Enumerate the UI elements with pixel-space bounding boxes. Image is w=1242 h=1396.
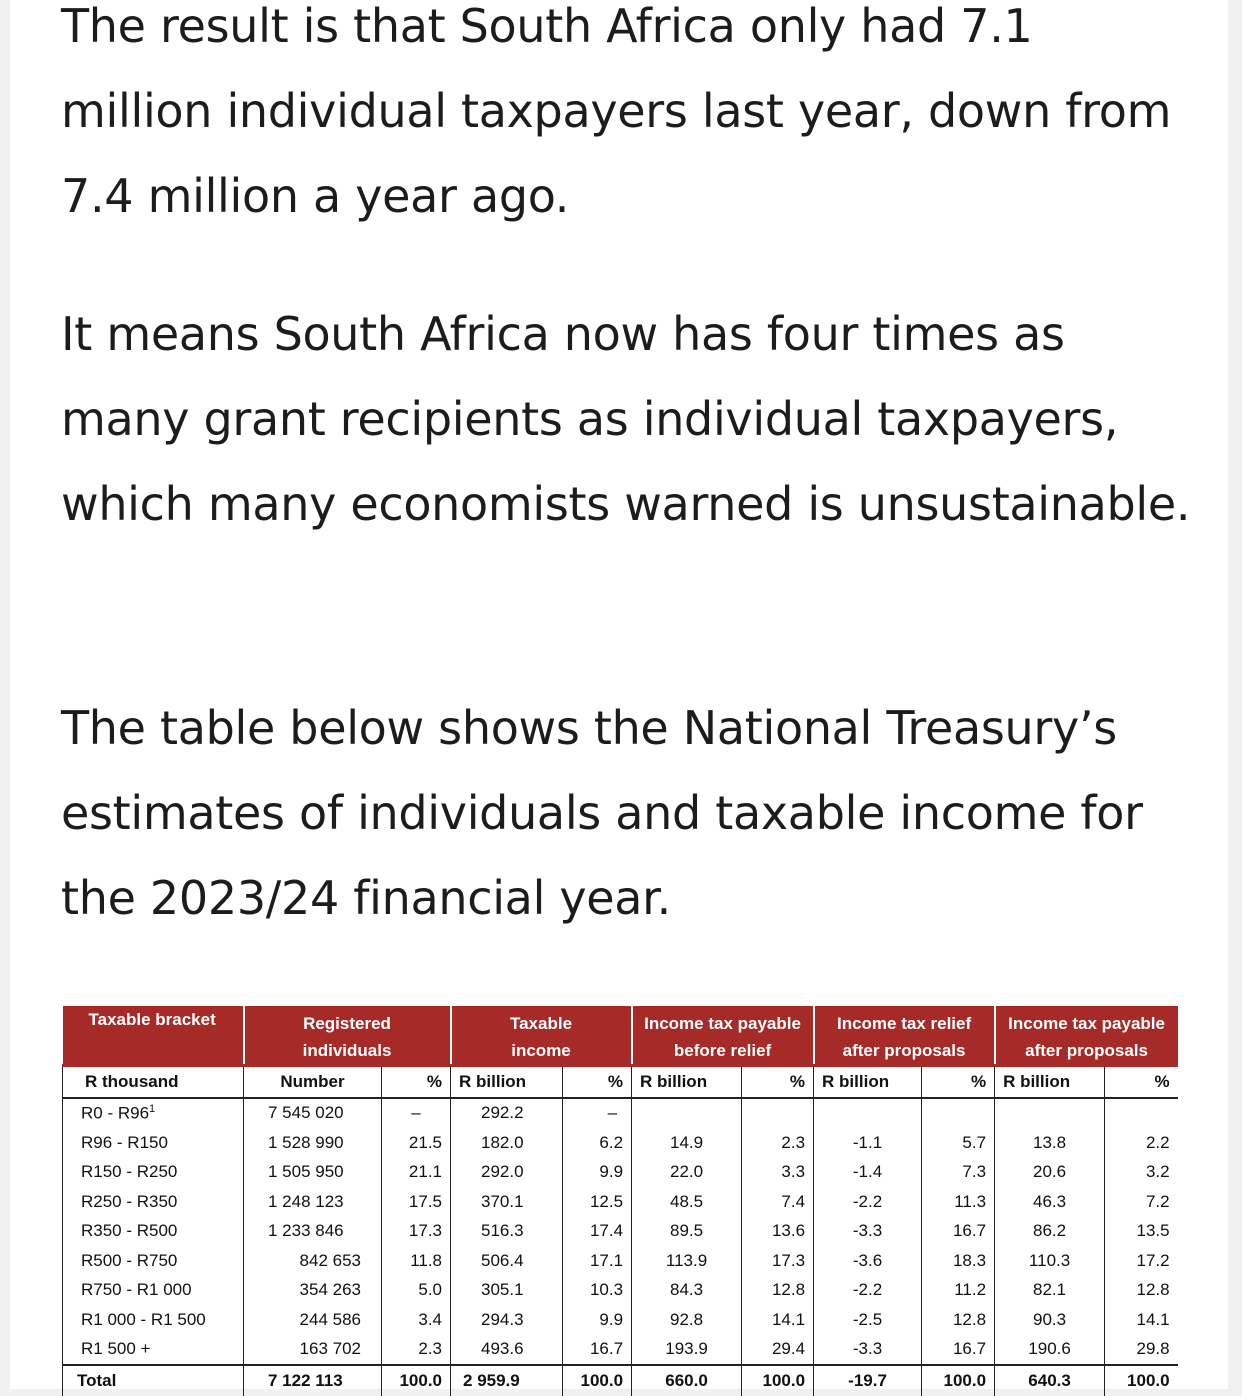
income-cell: 182.0 (451, 1128, 563, 1158)
after-pct-cell: 13.5 (1105, 1217, 1178, 1247)
table-row (63, 1128, 1178, 1158)
before-cell: 14.9 (632, 1128, 742, 1158)
after-pct-cell: 14.1 (1105, 1305, 1178, 1335)
after-cell: 86.2 (995, 1217, 1105, 1247)
header-tax-relief-after-proposals: Income tax relief after proposals (814, 1006, 995, 1066)
total-income: 2 959.9 (451, 1365, 563, 1396)
header-tax-payable-before-relief: Income tax payable before relief (632, 1006, 814, 1066)
relief-pct-cell: 16.7 (922, 1217, 995, 1247)
after-pct-cell: 17.2 (1105, 1246, 1178, 1276)
total-number: 7 122 113 (244, 1365, 382, 1396)
total-before-pct: 100.0 (742, 1365, 814, 1396)
relief-pct-cell: 5.7 (922, 1128, 995, 1158)
relief-pct-cell: 11.2 (922, 1276, 995, 1306)
after-cell: 190.6 (995, 1335, 1105, 1366)
header-taxable-income: Taxable income (451, 1006, 632, 1066)
relief-cell: -3.6 (814, 1246, 922, 1276)
number-pct-cell: 5.0 (382, 1276, 451, 1306)
before-cell: 89.5 (632, 1217, 742, 1247)
article-paragraph: The result is that South Africa only had 7.1 million individual taxpayers last year, down from 7.4 million a year ago. (61, 0, 1172, 223)
after-pct-cell: 29.8 (1105, 1335, 1178, 1366)
header-taxable-bracket: Taxable bracket (63, 1006, 244, 1066)
number-pct-cell: 21.1 (382, 1158, 451, 1188)
before-cell: 113.9 (632, 1246, 742, 1276)
table-row (63, 1158, 1178, 1188)
header-registered-individuals: Registered individuals (244, 1006, 451, 1066)
total-relief: -19.7 (814, 1365, 922, 1396)
relief-cell: -1.1 (814, 1128, 922, 1158)
bracket-cell: R750 - R1 000 (63, 1276, 244, 1306)
total-relief-pct: 100.0 (922, 1365, 995, 1396)
bracket-cell: R96 - R150 (63, 1128, 244, 1158)
before-cell: 92.8 (632, 1305, 742, 1335)
relief-cell: -3.3 (814, 1335, 922, 1366)
table-total-row (63, 1365, 1178, 1396)
before-pct-cell: 3.3 (742, 1158, 814, 1188)
header-tax-payable-after-proposals: Income tax payable after proposals (995, 1006, 1178, 1066)
after-cell: 20.6 (995, 1158, 1105, 1188)
bracket-cell: R150 - R250 (63, 1158, 244, 1188)
table-subheader-row (63, 1066, 1178, 1098)
income-pct-cell: 9.9 (563, 1305, 632, 1335)
income-cell: 292.0 (451, 1158, 563, 1188)
after-cell: 110.3 (995, 1246, 1105, 1276)
income-pct-cell: 17.4 (563, 1217, 632, 1247)
before-pct-cell: 13.6 (742, 1217, 814, 1247)
before-cell: 48.5 (632, 1187, 742, 1217)
relief-cell: -3.3 (814, 1217, 922, 1247)
before-cell: 193.9 (632, 1335, 742, 1366)
total-after-pct: 100.0 (1105, 1365, 1178, 1396)
relief-pct-cell: 7.3 (922, 1158, 995, 1188)
article-page (10, 0, 1228, 1389)
bracket-cell: R500 - R750 (63, 1246, 244, 1276)
income-cell: 493.6 (451, 1335, 563, 1366)
number-pct-cell: 3.4 (382, 1305, 451, 1335)
subheader-percent: % (922, 1066, 995, 1098)
income-pct-cell: 12.5 (563, 1187, 632, 1217)
before-pct-cell: 17.3 (742, 1246, 814, 1276)
table-row (63, 1276, 1178, 1306)
article-paragraph: The table below shows the National Treasury’s estimates of individuals and taxable income for the 2023/24 financial year. (61, 701, 1143, 925)
income-cell: 516.3 (451, 1217, 563, 1247)
relief-pct-cell: 12.8 (922, 1305, 995, 1335)
income-pct-cell: 10.3 (563, 1276, 632, 1306)
article-paragraph: It means South Africa now has four times as many grant recipients as individual taxpayers, which many economists warned is unsustainable. (61, 307, 1191, 531)
income-pct-cell: 6.2 (563, 1128, 632, 1158)
number-pct-cell: 2.3 (382, 1335, 451, 1366)
bracket-cell: R1 000 - R1 500 (63, 1305, 244, 1335)
income-cell: 294.3 (451, 1305, 563, 1335)
subheader-percent: % (1105, 1066, 1178, 1098)
number-pct-cell: 17.3 (382, 1217, 451, 1247)
table-row (63, 1187, 1178, 1217)
relief-cell: -2.5 (814, 1305, 922, 1335)
after-pct-cell: 2.2 (1105, 1128, 1178, 1158)
subheader-percent: % (563, 1066, 632, 1098)
after-cell: 82.1 (995, 1276, 1105, 1306)
subheader-r-billion: R billion (451, 1066, 563, 1098)
relief-pct-cell: 18.3 (922, 1246, 995, 1276)
bracket-cell: R350 - R500 (63, 1217, 244, 1247)
before-cell: 22.0 (632, 1158, 742, 1188)
income-pct-cell: – (563, 1098, 632, 1129)
total-before: 660.0 (632, 1365, 742, 1396)
bracket-cell: R250 - R350 (63, 1187, 244, 1217)
number-pct-cell: 11.8 (382, 1246, 451, 1276)
table-header-row (63, 1006, 1178, 1066)
relief-cell: -2.2 (814, 1187, 922, 1217)
table-row (63, 1246, 1178, 1276)
after-pct-cell: 7.2 (1105, 1187, 1178, 1217)
table-row (63, 1335, 1178, 1366)
after-cell: 46.3 (995, 1187, 1105, 1217)
subheader-r-billion: R billion (814, 1066, 922, 1098)
before-pct-cell: 14.1 (742, 1305, 814, 1335)
before-pct-cell (742, 1098, 814, 1129)
table-row (63, 1217, 1178, 1247)
relief-cell: -1.4 (814, 1158, 922, 1188)
after-cell: 13.8 (995, 1128, 1105, 1158)
after-pct-cell (1105, 1098, 1178, 1129)
after-cell: 90.3 (995, 1305, 1105, 1335)
number-cell: 7 545 020 (244, 1098, 382, 1129)
after-pct-cell: 12.8 (1105, 1276, 1178, 1306)
income-pct-cell: 16.7 (563, 1335, 632, 1366)
before-pct-cell: 7.4 (742, 1187, 814, 1217)
after-pct-cell: 3.2 (1105, 1158, 1178, 1188)
total-number-pct: 100.0 (382, 1365, 451, 1396)
before-pct-cell: 2.3 (742, 1128, 814, 1158)
bracket-cell: $R0 - R96^1$ (63, 1098, 244, 1129)
number-cell: 842 653 (244, 1246, 382, 1276)
subheader-r-billion: R billion (995, 1066, 1105, 1098)
subheader-r-thousand: R thousand (63, 1066, 244, 1098)
number-cell: 244 586 (244, 1305, 382, 1335)
number-cell: 354 263 (244, 1276, 382, 1306)
subheader-number: Number (244, 1066, 382, 1098)
number-cell: 1 528 990 (244, 1128, 382, 1158)
before-cell (632, 1098, 742, 1129)
income-cell: 292.2 (451, 1098, 563, 1129)
footnote-marker: 1 (149, 1102, 156, 1115)
subheader-percent: % (382, 1066, 451, 1098)
table-row (63, 1305, 1178, 1335)
after-cell (995, 1098, 1105, 1129)
total-income-pct: 100.0 (563, 1365, 632, 1396)
income-cell: 506.4 (451, 1246, 563, 1276)
table-row (63, 1098, 1178, 1129)
number-pct-cell: 21.5 (382, 1128, 451, 1158)
income-pct-cell: 9.9 (563, 1158, 632, 1188)
tax-estimates-table (62, 1006, 1178, 1396)
number-cell: 1 505 950 (244, 1158, 382, 1188)
relief-cell (814, 1098, 922, 1129)
subheader-percent: % (742, 1066, 814, 1098)
relief-cell: -2.2 (814, 1276, 922, 1306)
relief-pct-cell: 16.7 (922, 1335, 995, 1366)
total-label: Total (63, 1365, 244, 1396)
number-cell: 1 233 846 (244, 1217, 382, 1247)
before-pct-cell: 12.8 (742, 1276, 814, 1306)
number-cell: 1 248 123 (244, 1187, 382, 1217)
income-pct-cell: 17.1 (563, 1246, 632, 1276)
relief-pct-cell (922, 1098, 995, 1129)
income-cell: 370.1 (451, 1187, 563, 1217)
number-cell: 163 702 (244, 1335, 382, 1366)
subheader-r-billion: R billion (632, 1066, 742, 1098)
number-pct-cell: 17.5 (382, 1187, 451, 1217)
relief-pct-cell: 11.3 (922, 1187, 995, 1217)
before-cell: 84.3 (632, 1276, 742, 1306)
before-pct-cell: 29.4 (742, 1335, 814, 1366)
bracket-cell: R1 500 + (63, 1335, 244, 1366)
income-cell: 305.1 (451, 1276, 563, 1306)
total-after: 640.3 (995, 1365, 1105, 1396)
number-pct-cell: – (382, 1098, 451, 1129)
